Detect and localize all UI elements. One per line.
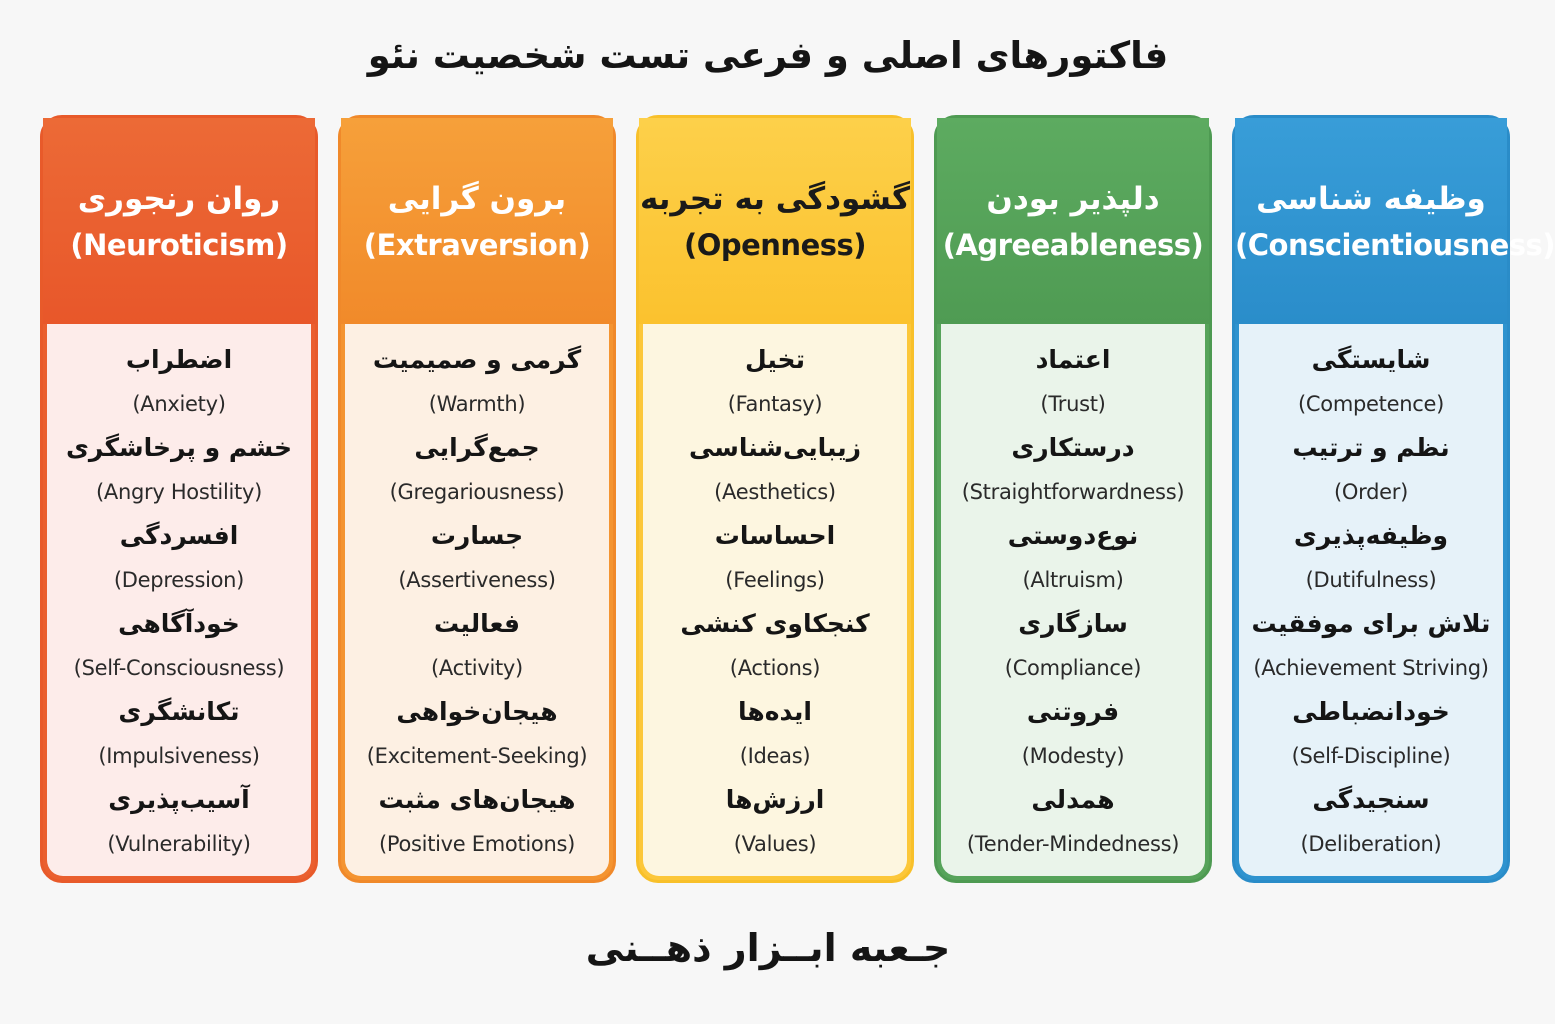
facet-item (1239, 778, 1503, 866)
facet-name-en: (Anxiety) (132, 392, 226, 416)
facet-name-en: (Deliberation) (1300, 832, 1442, 856)
facet-name-en: (Warmth) (428, 392, 526, 416)
factor-name-en: (Conscientiousness) (1235, 228, 1555, 262)
facet-item (643, 338, 907, 426)
facet-list (1239, 324, 1503, 876)
facet-name-fa: اعتماد (1035, 345, 1111, 374)
facet-name-fa: فعالیت (434, 609, 520, 638)
facet-name-fa: خودآگاهی (118, 609, 240, 638)
facet-name-fa: هیجان‌های مثبت (378, 785, 576, 814)
facet-item (345, 690, 609, 778)
facet-name-fa: تلاش برای موفقیت (1251, 609, 1491, 638)
facet-item (941, 514, 1205, 602)
facet-item (941, 602, 1205, 690)
factor-card-agreeableness (934, 115, 1212, 883)
facet-name-fa: کنجکاوی کنشی (680, 609, 870, 638)
facet-name-en: (Ideas) (739, 744, 811, 768)
factor-card-extraversion (338, 115, 616, 883)
facet-list (47, 324, 311, 876)
facet-item (1239, 338, 1503, 426)
factor-name-fa: روان رنجوری (77, 181, 281, 217)
factor-name-en: (Openness) (683, 228, 867, 262)
facet-name-fa: افسردگی (119, 521, 239, 550)
facet-item (643, 778, 907, 866)
facet-item (345, 338, 609, 426)
facet-name-en: (Trust) (1040, 392, 1106, 416)
facet-name-en: (Straightforwardness) (961, 480, 1185, 504)
facet-name-fa: درستکاری (1011, 433, 1135, 462)
factor-columns (40, 115, 1555, 887)
facet-item (47, 690, 311, 778)
facet-name-fa: نظم و ترتیب (1292, 433, 1450, 462)
facet-name-fa: خودانضباطی (1292, 697, 1450, 726)
facet-name-fa: ارزش‌ها (725, 785, 825, 814)
facet-name-en: (Altruism) (1022, 568, 1124, 592)
facet-name-en: (Achievement Striving) (1253, 656, 1489, 680)
facet-item (47, 426, 311, 514)
facet-item (47, 778, 311, 866)
facet-name-fa: فروتنی (1026, 697, 1120, 726)
facet-item (345, 778, 609, 866)
facet-item (47, 514, 311, 602)
factor-card-neuroticism (40, 115, 318, 883)
facet-name-fa: اضطراب (125, 345, 233, 374)
facet-item (47, 602, 311, 690)
facet-item (643, 690, 907, 778)
factor-name-en: (Agreeableness) (942, 228, 1204, 262)
facet-item (1239, 426, 1503, 514)
facet-name-en: (Gregariousness) (389, 480, 565, 504)
facet-name-fa: هیجان‌خواهی (396, 697, 558, 726)
facet-name-en: (Aesthetics) (714, 480, 836, 504)
facet-name-fa: جمع‌گرایی (414, 433, 540, 462)
facet-name-fa: گرمی و صمیمیت (372, 345, 582, 374)
factor-header (341, 118, 613, 324)
facet-name-en: (Feelings) (725, 568, 825, 592)
facet-item (1239, 514, 1503, 602)
facet-name-en: (Self-Consciousness) (73, 656, 285, 680)
factor-name-fa: گشودگی به تجربه (639, 181, 911, 217)
facet-item (1239, 690, 1503, 778)
facet-name-en: (Compliance) (1004, 656, 1142, 680)
factor-name-fa: دلپذیر بودن (986, 181, 1160, 217)
facet-name-fa: خشم و پرخاشگری (66, 433, 292, 462)
facet-name-en: (Tender-Mindedness) (966, 832, 1180, 856)
facet-name-en: (Excitement-Seeking) (366, 744, 588, 768)
factor-card-openness (636, 115, 914, 883)
facet-name-en: (Assertiveness) (398, 568, 556, 592)
factor-name-fa: برون گرایی (387, 181, 567, 217)
facet-name-fa: سنجیدگی (1312, 785, 1430, 814)
facet-name-en: (Modesty) (1021, 744, 1125, 768)
facet-name-en: (Fantasy) (727, 392, 823, 416)
facet-name-en: (Positive Emotions) (378, 832, 576, 856)
facet-item (941, 778, 1205, 866)
facet-item (47, 338, 311, 426)
facet-name-fa: نوع‌دوستی (1007, 521, 1139, 550)
facet-name-en: (Values) (733, 832, 817, 856)
facet-item (345, 514, 609, 602)
factor-name-fa: وظیفه شناسی (1256, 181, 1486, 217)
facet-item (643, 426, 907, 514)
facet-name-fa: وظیفه‌پذیری (1293, 521, 1449, 550)
factor-name-en: (Neuroticism) (70, 228, 288, 262)
facet-item (345, 602, 609, 690)
factor-header (43, 118, 315, 324)
facet-name-fa: ایده‌ها (738, 697, 812, 726)
facet-name-en: (Competence) (1298, 392, 1444, 416)
facet-name-en: (Actions) (729, 656, 821, 680)
facet-name-en: (Vulnerability) (107, 832, 251, 856)
facet-item (643, 602, 907, 690)
facet-item (1239, 602, 1503, 690)
factor-header (639, 118, 911, 324)
facet-item (345, 426, 609, 514)
facet-item (941, 338, 1205, 426)
facet-item (643, 514, 907, 602)
facet-name-fa: شایستگی (1311, 345, 1431, 374)
factor-card-conscientiousness (1232, 115, 1555, 883)
facet-name-fa: زیبایی‌شناسی (688, 433, 862, 462)
facet-name-en: (Impulsiveness) (98, 744, 260, 768)
facet-name-fa: تخیل (745, 345, 805, 374)
brand-footer: جـعبه ابــزار ذهــنی (585, 926, 951, 970)
facet-name-fa: احساسات (714, 521, 836, 550)
facet-list (941, 324, 1205, 876)
factor-name-en: (Extraversion) (363, 228, 591, 262)
facet-name-en: (Depression) (113, 568, 245, 592)
facet-item (941, 690, 1205, 778)
facet-list (345, 324, 609, 876)
facet-item (941, 426, 1205, 514)
facet-name-en: (Order) (1334, 480, 1408, 504)
facet-name-fa: سازگاری (1018, 609, 1128, 638)
facet-name-en: (Dutifulness) (1305, 568, 1437, 592)
facet-name-en: (Activity) (431, 656, 523, 680)
facet-name-fa: جسارت (430, 521, 524, 550)
facet-name-en: (Angry Hostility) (95, 480, 262, 504)
facet-name-en: (Self-Discipline) (1291, 744, 1451, 768)
facet-list (643, 324, 907, 876)
facet-name-fa: تکانشگری (118, 697, 240, 726)
factor-header (1235, 118, 1555, 324)
factor-header (937, 118, 1209, 324)
page-title: فاکتورهای اصلی و فرعی تست شخصیت نئو (367, 34, 1169, 77)
facet-name-fa: آسیب‌پذیری (108, 785, 250, 814)
facet-name-fa: همدلی (1031, 785, 1115, 814)
